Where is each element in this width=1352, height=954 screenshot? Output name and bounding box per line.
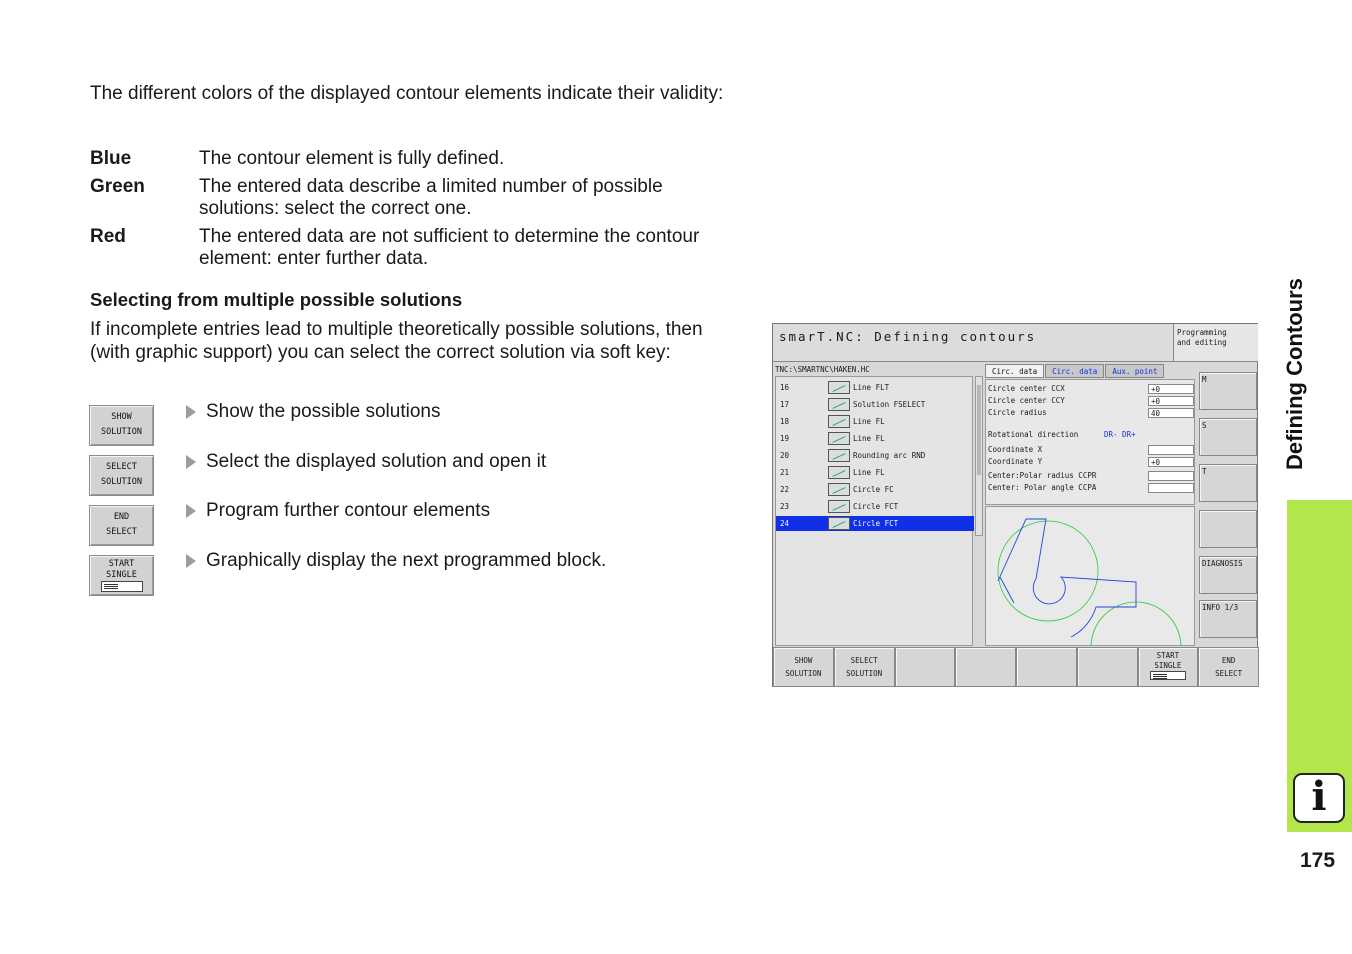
softkey-label: SOLUTION (846, 669, 883, 678)
block-number: 16 (780, 383, 790, 392)
form-row (988, 470, 1194, 481)
circle-data-form (985, 379, 1195, 505)
arrow-right-icon (186, 554, 196, 568)
block-number: 19 (780, 434, 790, 443)
diagnosis-key[interactable]: DIAGNOSIS (1199, 556, 1257, 594)
softkey-label: END (113, 512, 130, 522)
softkey-label: START (1156, 651, 1180, 660)
softkey-label: SOLUTION (101, 427, 142, 437)
side-softkeys (1197, 372, 1259, 648)
bottom-softkey-row (773, 647, 1259, 687)
program-row[interactable] (776, 431, 974, 446)
block-text: Circle FC (853, 485, 894, 494)
end-select-softkey[interactable] (89, 505, 154, 546)
step-start-single (186, 550, 606, 572)
mode-line: and editing (1177, 338, 1227, 347)
field-label: Circle center CCX (988, 384, 1065, 393)
form-tabs (985, 364, 1195, 378)
block-number: 17 (780, 400, 790, 409)
mode-indicator (1173, 324, 1258, 362)
program-row[interactable] (776, 465, 974, 480)
softkey-label: SINGLE (1154, 661, 1182, 670)
program-scrollbar[interactable] (975, 376, 983, 536)
intro-text: The different colors of the displayed contour elements indicate their validity: (90, 83, 724, 104)
tab-aux-point[interactable]: Aux. point (1105, 364, 1164, 378)
form-row (988, 482, 1194, 493)
blank-softkey[interactable] (1077, 647, 1138, 687)
legend-desc: The entered data are not sufficient to determine the contour element: enter further data. (199, 226, 700, 269)
block-text: Solution FSELECT (853, 400, 926, 409)
info-key[interactable]: INFO 1/3 (1199, 600, 1257, 638)
contour-element-icon (828, 483, 850, 496)
page-number: 175 (1300, 849, 1336, 872)
legend-term: Green (90, 176, 145, 197)
block-number: 18 (780, 417, 790, 426)
field-label: Rotational direction (988, 429, 1079, 439)
section-paragraph: If incomplete entries lead to multiple theoretically possible solutions, then (with graphic support) you can select the correct solution via soft key: (90, 319, 703, 363)
program-row-selected[interactable] (776, 516, 974, 531)
contour-element-icon (828, 449, 850, 462)
softkey-label: SELECT (850, 656, 878, 665)
file-path: TNC:\SMARTNC\HAKEN.HC (775, 365, 870, 374)
field-value[interactable] (1148, 445, 1194, 455)
block-text: Rounding arc RND (853, 451, 926, 460)
block-number: 24 (780, 519, 790, 528)
blank-softkey[interactable] (1016, 647, 1077, 687)
start-single-softkey[interactable] (89, 555, 154, 596)
block-number: 20 (780, 451, 790, 460)
program-list-icon (101, 581, 143, 592)
contour-element-icon (828, 466, 850, 479)
tab-circ-data-2[interactable]: Circ. data (1045, 364, 1104, 378)
softkey-label: SELECT (106, 527, 137, 537)
softkey-label: SHOW (111, 412, 132, 422)
screen-title: smarT.NC: Defining contours (773, 324, 1173, 362)
legend-term: Blue (90, 148, 132, 169)
softkey-label: SHOW (794, 656, 813, 665)
softkey-label: SINGLE (106, 570, 137, 580)
block-number: 22 (780, 485, 790, 494)
form-row (988, 383, 1194, 394)
program-list-icon (1150, 671, 1186, 680)
contour-element-icon (828, 432, 850, 445)
block-text: Circle FCT (853, 502, 899, 511)
field-label: Circle center CCY (988, 396, 1065, 405)
step-select-solution (186, 451, 546, 473)
program-row[interactable] (776, 397, 974, 412)
contour-element-icon (828, 398, 850, 411)
step-program-further (186, 500, 490, 522)
select-solution-key[interactable] (834, 647, 895, 687)
info-icon: i (1293, 773, 1345, 823)
section-heading: Selecting from multiple possible solutions (90, 289, 463, 310)
program-row[interactable] (776, 414, 974, 429)
step-text: Graphically display the next programmed block. (206, 550, 607, 571)
field-label: Center: Polar angle CCPA (988, 483, 1097, 492)
arrow-right-icon (186, 455, 196, 469)
field-value[interactable] (1148, 483, 1194, 493)
block-number: 21 (780, 468, 790, 477)
legend-desc: The entered data describe a limited number of possible solutions: select the correct one. (199, 176, 663, 219)
program-row[interactable] (776, 380, 974, 395)
legend-term: Red (90, 226, 126, 247)
field-label: Circle radius (988, 408, 1047, 417)
control-screenshot (772, 323, 1258, 687)
select-solution-softkey[interactable] (89, 455, 154, 496)
field-label: Center:Polar radius CCPR (988, 471, 1097, 480)
program-row[interactable] (776, 448, 974, 463)
form-row (988, 456, 1194, 467)
show-solution-key[interactable] (773, 647, 834, 687)
tab-circ-data[interactable]: Circ. data (985, 364, 1044, 378)
contour-element-icon (828, 381, 850, 394)
blank-side-key[interactable] (1199, 510, 1257, 548)
step-text: Program further contour elements (206, 500, 491, 521)
start-single-key[interactable] (1138, 647, 1199, 687)
program-row[interactable] (776, 482, 974, 497)
softkey-label: SOLUTION (785, 669, 822, 678)
arrow-right-icon (186, 405, 196, 419)
contour-graphic (985, 506, 1195, 646)
field-value[interactable]: +0 (1148, 457, 1194, 467)
legend-desc: The contour element is fully defined. (199, 148, 505, 169)
step-show-solutions (186, 401, 440, 423)
show-solution-softkey[interactable] (89, 405, 154, 446)
program-row[interactable] (776, 499, 974, 514)
block-text: Line FLT (853, 383, 890, 392)
arrow-right-icon (186, 504, 196, 518)
t-function-key[interactable]: T (1199, 464, 1257, 502)
chapter-title: Defining Contours (1282, 278, 1307, 470)
block-number: 23 (780, 502, 790, 511)
contour-element-icon (828, 415, 850, 428)
block-text: Line FL (853, 417, 885, 426)
form-row (988, 407, 1194, 418)
field-value[interactable] (1148, 471, 1194, 481)
contour-element-icon (828, 517, 850, 530)
form-row (988, 444, 1194, 455)
field-label: Coordinate X (988, 445, 1043, 454)
form-row (988, 395, 1194, 406)
softkey-label: END (1221, 656, 1236, 665)
m-function-key[interactable]: M (1199, 372, 1257, 410)
block-text: Line FL (853, 434, 885, 443)
mode-line: Programming (1177, 328, 1227, 337)
field-value[interactable]: 40 (1148, 408, 1194, 418)
block-text: Line FL (853, 468, 885, 477)
form-row (988, 425, 1194, 443)
contour-element-icon (828, 500, 850, 513)
rotation-radio[interactable]: DR- DR+ (1104, 429, 1136, 439)
softkey-label: SELECT (1215, 669, 1243, 678)
contour-drawing (986, 507, 1194, 645)
field-value[interactable]: +0 (1148, 384, 1194, 394)
s-function-key[interactable]: S (1199, 418, 1257, 456)
blank-softkey[interactable] (895, 647, 956, 687)
end-select-key[interactable] (1198, 647, 1259, 687)
program-tree (775, 376, 973, 646)
field-label: Coordinate Y (988, 457, 1043, 466)
softkey-label: SOLUTION (101, 477, 142, 487)
blank-softkey[interactable] (955, 647, 1016, 687)
softkey-label: START (108, 559, 135, 569)
field-value[interactable]: +0 (1148, 396, 1194, 406)
block-text: Circle FCT (853, 519, 899, 528)
step-text: Select the displayed solution and open it (206, 451, 547, 472)
softkey-label: SELECT (106, 462, 137, 472)
step-text: Show the possible solutions (206, 401, 441, 422)
